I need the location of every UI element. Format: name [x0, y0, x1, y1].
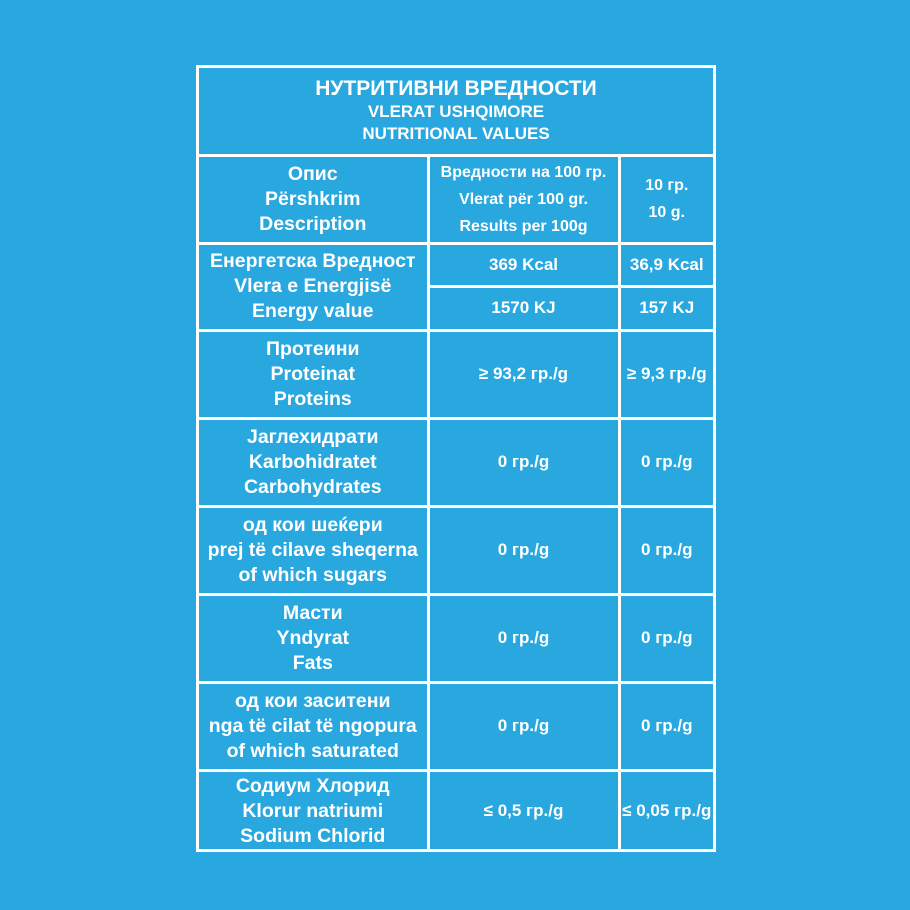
title-row: [199, 68, 713, 155]
sugars-label: [199, 506, 428, 594]
carbohydrates-label-en: Carbohydrates: [243, 475, 382, 498]
sugars-label-mk: од кои шеќери: [242, 513, 383, 536]
carbohydrates-per-100: 0 гр./g: [428, 418, 619, 506]
header-description-mk: Опис: [287, 162, 338, 185]
table-row: [199, 506, 713, 594]
sodium-chloride-per-100: ≤ 0,5 гр./g: [428, 770, 619, 851]
fats-label-mk: Масти: [282, 601, 343, 624]
carbohydrates-label: [199, 418, 428, 506]
energy-kj-per-100: 1570 KJ: [428, 286, 619, 330]
carbohydrates-label-mk: Јаглехидрати: [246, 425, 379, 448]
fats-label-sq: Yndyrat: [276, 626, 350, 649]
saturated-per-10: 0 гр./g: [619, 682, 713, 770]
sugars-per-10: 0 гр./g: [619, 506, 713, 594]
carbohydrates-per-10: 0 гр./g: [619, 418, 713, 506]
saturated-label: [199, 682, 428, 770]
header-per-10: [619, 155, 713, 243]
saturated-label-sq: nga të cilat të ngopura: [208, 714, 417, 737]
fats-label-en: Fats: [292, 651, 333, 674]
energy-kcal-per-10: 36,9 Kcal: [619, 243, 713, 286]
energy-label: [199, 243, 428, 330]
header-per-10-mk: 10 гр.: [645, 177, 689, 194]
title-en: NUTRITIONAL VALUES: [362, 123, 550, 143]
proteins-label-mk: Протеини: [265, 337, 360, 360]
saturated-label-en: of which saturated: [226, 739, 399, 762]
sugars-label-en: of which sugars: [238, 563, 387, 586]
proteins-per-10: ≥ 9,3 гр./g: [619, 330, 713, 418]
fats-per-100: 0 гр./g: [428, 594, 619, 682]
nutrition-label: [196, 65, 716, 852]
sodium-chloride-label-en: Sodium Chlorid: [240, 824, 386, 847]
energy-label-en: Energy value: [252, 300, 374, 322]
energy-kcal-per-100: 369 Kcal: [428, 243, 619, 286]
sugars-per-100: 0 гр./g: [428, 506, 619, 594]
fats-per-10: 0 гр./g: [619, 594, 713, 682]
header-per-100-en: Results per 100g: [459, 217, 588, 235]
table-row: [199, 770, 713, 851]
sodium-chloride-label-sq: Klorur natriumi: [242, 799, 384, 822]
energy-row-kcal: [199, 243, 713, 286]
title-mk: НУТРИТИВНИ ВРЕДНОСТИ: [315, 76, 597, 100]
sodium-chloride-per-10: ≤ 0,05 гр./g: [619, 770, 713, 851]
energy-label-sq: Vlera e Energjisë: [234, 275, 392, 297]
table-row: [199, 594, 713, 682]
proteins-per-100: ≥ 93,2 гр./g: [428, 330, 619, 418]
header-per-100-mk: Вредности на 100 гр.: [440, 163, 607, 181]
saturated-label-mk: од кои заситени: [234, 689, 391, 712]
energy-kj-per-10: 157 KJ: [619, 286, 713, 330]
header-description-sq: Përshkrim: [265, 187, 361, 210]
energy-label-mk: Енергетска Вредност: [210, 250, 416, 272]
header-row: [199, 155, 713, 243]
header-description-en: Description: [259, 212, 367, 235]
header-per-100-sq: Vlerat për 100 gr.: [459, 190, 588, 208]
table-row: [199, 682, 713, 770]
table-row: [199, 418, 713, 506]
fats-label: [199, 594, 428, 682]
nutrition-table: [199, 68, 713, 851]
header-per-100: [428, 155, 619, 243]
table-row: [199, 330, 713, 418]
carbohydrates-label-sq: Karbohidratet: [248, 450, 377, 473]
proteins-label-sq: Proteinat: [270, 362, 355, 385]
sugars-label-sq: prej të cilave sheqerna: [207, 538, 418, 561]
sodium-chloride-label: [199, 770, 428, 851]
proteins-label: [199, 330, 428, 418]
header-per-10-sq: 10 g.: [648, 204, 685, 221]
header-description: [199, 155, 428, 243]
proteins-label-en: Proteins: [273, 387, 352, 410]
table-title: [199, 68, 713, 155]
sodium-chloride-label-mk: Содиум Хлорид: [235, 774, 390, 797]
title-sq: VLERAT USHQIMORE: [367, 101, 545, 121]
saturated-per-100: 0 гр./g: [428, 682, 619, 770]
